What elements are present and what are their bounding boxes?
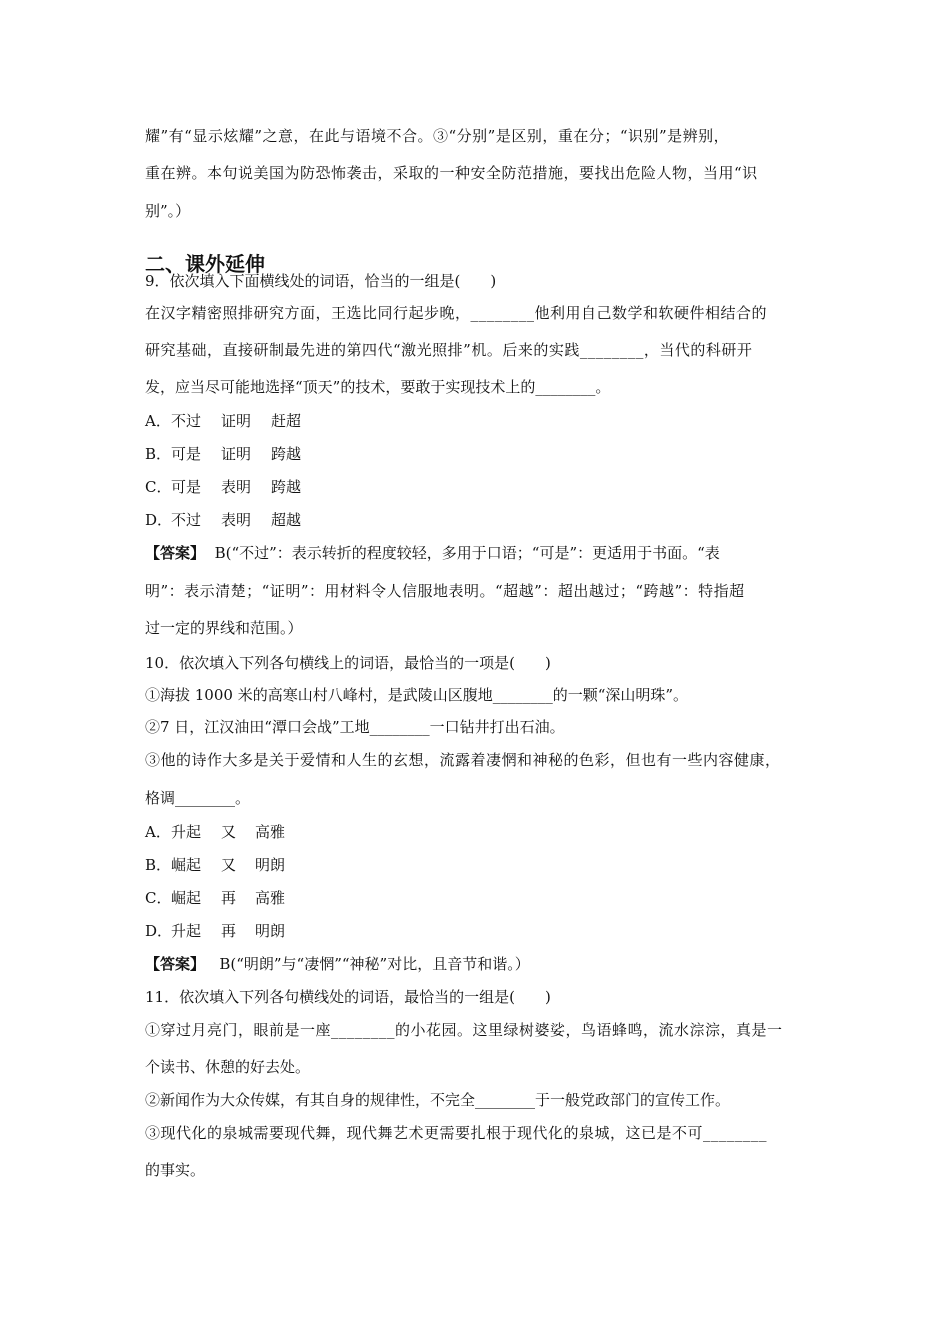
q10-sentence-1: ①海拔 1000 米的高寒山村八峰村，是武陵山区腹地________的一颗“深山明珠”。 (145, 686, 689, 704)
q9-passage-line-3: 发，应当尽可能地选择“顶天”的技术，要敢于实现技术上的________。 (145, 378, 611, 396)
q10-sentence-3b: 格调________。 (145, 789, 251, 807)
q11-sentence-1b: 个读书、休憩的好去处。 (145, 1058, 311, 1076)
q9-option-c: C．可是 表明 跨越 (145, 478, 302, 496)
q9-answer-line-2: 明”：表示清楚；“证明”：用材料令人信服地表明。“超越”：超出越过；“跨越”：特指超 (145, 582, 745, 600)
q11-stem: 11．依次填入下列各句横线处的词语，最恰当的一组是( ) (145, 988, 551, 1006)
q9-passage-line-1: 在汉字精密照排研究方面，王选比同行起步晚，________他利用自己数学和软硬件相结合的 (145, 304, 768, 322)
q10-option-a: A．升起 又 高雅 (145, 823, 286, 841)
q9-option-d: D．不过 表明 超越 (145, 511, 302, 529)
intro-line-2: 重在辨。本句说美国为防恐怖袭击，采取的一种安全防范措施，要找出危险人物，当用“识 (145, 164, 758, 182)
q11-sentence-2: ②新闻作为大众传媒，有其自身的规律性，不完全________于一般党政部门的宣传工作。 (145, 1091, 731, 1109)
q9-passage-line-2: 研究基础，直接研制最先进的第四代“激光照排”机。后来的实践________，当代的科研开 (145, 341, 753, 359)
intro-line-3: 别”。） (145, 202, 191, 220)
q9-stem: 9．依次填入下面横线处的词语，恰当的一组是( ) (145, 272, 497, 290)
q11-sentence-3a: ③现代化的泉城需要现代舞，现代舞艺术更需要扎根于现代化的泉城，这已是不可________ (145, 1124, 768, 1142)
q10-sentence-2: ②7 日，江汉油田“潭口会战”工地________一口钻井打出石油。 (145, 718, 565, 736)
q9-answer-line-3: 过一定的界线和范围。） (145, 619, 303, 637)
q10-option-c: C．崛起 再 高雅 (145, 889, 286, 907)
q10-option-b: B．崛起 又 明朗 (145, 856, 286, 874)
q11-sentence-1a: ①穿过月亮门，眼前是一座________的小花园。这里绿树婆娑，鸟语蜂鸣，流水淙淙，真是一 (145, 1021, 783, 1039)
q10-option-d: D．升起 再 明朗 (145, 922, 286, 940)
intro-line-1: 耀”有“显示炫耀”之意，在此与语境不合。③“分别”是区别，重在分；“识别”是辨别， (145, 127, 730, 145)
q10-answer: 【答案】 B(“明朗”与“凄惘”“神秘”对比，且音节和谐。） (145, 955, 530, 973)
answer-tag: 【答案】 (145, 544, 206, 562)
answer-tag: 【答案】 (145, 955, 206, 973)
q10-sentence-3a: ③他的诗作大多是关于爱情和人生的玄想，流露着凄惘和神秘的色彩，但也有一些内容健康， (145, 751, 781, 769)
q9-option-b: B．可是 证明 跨越 (145, 445, 302, 463)
section-heading: 二、课外延伸 (145, 252, 265, 276)
q9-answer-line-1: 【答案】 B(“不过”：表示转折的程度较轻，多用于口语；“可是”：更适用于书面。“表 (145, 544, 720, 562)
q10-stem: 10．依次填入下列各句横线上的词语，最恰当的一项是( ) (145, 654, 551, 672)
q11-sentence-3b: 的事实。 (145, 1161, 206, 1179)
q9-option-a: A．不过 证明 赶超 (145, 412, 302, 430)
